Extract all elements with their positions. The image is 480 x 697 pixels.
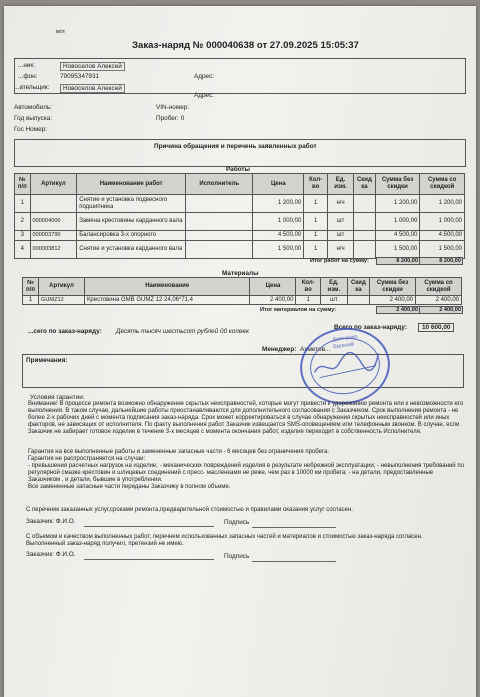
vin-label: VIN-номер: (156, 104, 190, 111)
table-row (15, 231, 465, 241)
cell-sum: 4 500,00 (375, 231, 420, 241)
manager-label: Менеджер: (262, 346, 297, 353)
cell-price: 4 500,00 (253, 231, 304, 241)
col-price: Цена (253, 174, 304, 195)
cell-unit: шт (320, 296, 347, 305)
customer2-name-line (84, 559, 214, 560)
car-label: Автомобиль: (14, 104, 52, 111)
warranty-p4: - превышения расчетных нагрузок на изделие; - механических повреждений изделия в результате небрежной эксплуатации; - невыполнения требований по регулярной смазке крестовин и шлицевых соединений с пресс- масленками не реже, чем раз в 10000 км пробега; - на детали, предоставленные Заказчиком , и детали, бывшие в употреблении. (28, 463, 464, 484)
reason-title: Причина обращения и перечень заявленных работ (154, 143, 317, 150)
works-table (14, 173, 465, 259)
col-executor: Исполнитель (186, 174, 253, 195)
grand-total-value: 10 600,00 (418, 323, 454, 332)
cell-sum-disc: 2 400,00 (416, 296, 462, 305)
table-row (15, 195, 465, 213)
col-discount: Скид ка (354, 174, 376, 195)
works-total-label: Итог работ на сумму: (310, 258, 369, 264)
col-name: Наименование (84, 278, 250, 296)
cell-name: Замена крестовины карданного вала (77, 213, 186, 231)
cell-sum: 1 000,00 (375, 213, 420, 231)
agreement1-text: С перечнем заказанных услуг,сроками ремонта,предварительной стоимостью и правилами оказания услуг согласен. (26, 507, 353, 513)
cell-unit: н/ч (328, 195, 354, 213)
sign1-line (252, 527, 336, 528)
customer2-label: Заказчик: Ф.И.О. (26, 551, 76, 558)
works-total-sum: 8 200,00 (376, 257, 420, 265)
cell-executor (186, 195, 253, 213)
cell-discount (354, 241, 376, 259)
sign2-line (252, 561, 336, 562)
payer-label: ...ательщик: (14, 84, 50, 91)
cell-qty: 1 (296, 296, 321, 305)
cell-discount (347, 296, 369, 305)
cell-executor (186, 241, 253, 259)
mileage-label: Пробег: 0 (156, 115, 185, 122)
phone-value: 79095347931 (60, 73, 100, 80)
col-unit: Ед. изм. (320, 278, 347, 296)
cell-executor (186, 231, 253, 241)
cell-article: 000003790 (30, 231, 77, 241)
cell-n: 1 (23, 296, 39, 305)
materials-total-label: Итог материалов на сумму: (260, 307, 337, 313)
cell-n: 2 (15, 213, 31, 231)
cell-article: GUMZ12 (39, 296, 85, 305)
cell-sum-disc: 4 500,00 (420, 231, 465, 241)
owner-value: Новоселов Алексей (60, 62, 125, 71)
cell-n: 3 (15, 231, 31, 241)
cell-unit: шт (328, 213, 354, 231)
cell-name: Крестовина GMB GUMZ 12 24,06*71,4 (84, 296, 250, 305)
materials-total-sum: 2 400,00 (376, 306, 420, 314)
col-article: Артикул (39, 278, 85, 296)
cell-sum: 2 400,00 (370, 296, 416, 305)
materials-total-sum-disc: 2 400,00 (419, 306, 463, 314)
cell-sum: 1 500,00 (375, 241, 420, 259)
cell-unit: н/ч (328, 241, 354, 259)
col-unit: Ед. изм. (328, 174, 354, 195)
stamp-text-2: Евгений (332, 341, 355, 351)
table-row (15, 213, 465, 231)
owner-label: ...ник: (18, 62, 35, 69)
works-total-sum-disc: 8 200,00 (419, 257, 463, 265)
cell-name: Балансировка 3-х опорного (77, 231, 186, 241)
materials-title: Материалы (222, 270, 259, 277)
col-discount: Скид ка (347, 278, 369, 296)
total-words-label: ...сего по заказ-наряду: (28, 328, 102, 335)
cell-qty: 1 (304, 231, 328, 241)
address2-label: Адрес: (194, 92, 215, 99)
customer1-label: Заказчик: Ф.И.О. (26, 518, 76, 525)
cell-unit: шт (328, 231, 354, 241)
col-article: Артикул (30, 174, 77, 195)
work-order-document (4, 6, 476, 697)
corner-mark: м/л (56, 29, 65, 35)
total-words-value: Десять тысяч шестьсот рублей 00 копеек (116, 328, 250, 335)
customer1-name-line (84, 526, 214, 527)
col-n: № п/п (15, 174, 31, 195)
notes-label: Примечания: (26, 357, 68, 364)
cell-article: 000003812 (30, 241, 77, 259)
col-sum: Сумма без скидки (370, 278, 416, 296)
warranty-p2: Гарантия на все выполненные работы и замененные запасные части - 6 месяцев без ограничения пробега. (28, 449, 330, 455)
table-row (23, 296, 462, 305)
materials-table (22, 277, 462, 305)
cell-executor (186, 213, 253, 231)
year-label: Год выпуска: (14, 115, 52, 122)
cell-sum-disc: 1 000,00 (420, 213, 465, 231)
warranty-p3: Гарантия не распространяется на случаи: (28, 456, 146, 462)
col-name: Наименование работ (77, 174, 186, 195)
cell-qty: 1 (304, 213, 328, 231)
plate-label: Гос Номер: (14, 126, 48, 133)
col-sum-disc: Сумма со скидкой (416, 278, 462, 296)
warranty-p1: Внимание! В процессе ремонта возможно обнаружение скрытых неисправностей, которые могут привести к удорожанию ремонта или к невозможности его выполнения. В таком случае, дальнейшие работы приостанавливаются для дополнительного согласования с Заказчиком. Срок выполнения ремонта - не более 2-х рабочих дней с момента подписания заказ-наряда. Срок может корректироваться в случае обнаружения скрытых неисправностей или иных факторов, не зависящих от исполнителя. По факту выполнения работ Заказчик извещается SMS-оповещением или телефонным звонком. В случае, если Заказчик не забирает готовое изделие в течение 3-х месяцев с момента окончания работ, изделие переходит в собственность Исполнителя. (28, 401, 464, 436)
cell-sum-disc: 1 200,00 (420, 195, 465, 213)
manager-value: Ахметов... (300, 346, 331, 353)
cell-price: 1 500,00 (253, 241, 304, 259)
cell-n: 4 (15, 241, 31, 259)
payer-value: Новоселов Алексей (60, 84, 125, 93)
cell-price: 1 000,00 (253, 213, 304, 231)
cell-name: Снятие и установка карданного вала (77, 241, 186, 259)
warranty-p5: Все замененные запасные части переданы Заказчику в полном объеме. (28, 484, 231, 490)
page-title: Заказ-наряд № 000040638 от 27.09.2025 15:05:37 (132, 40, 359, 51)
agreement2-text: С объемом и качеством выполненных работ, перечнем использованных запасных частей и материалов и стоимостью заказ-наряда согласен. Выполненный заказ-наряд получил, претензий не имею. (26, 534, 423, 548)
phone-label: ...фон: (18, 73, 38, 80)
sign1-label: Подпись (224, 519, 250, 526)
cell-price: 2 400,00 (250, 296, 296, 305)
col-price: Цена (250, 278, 296, 296)
cell-article: 000004000 (30, 213, 77, 231)
cell-n: 1 (15, 195, 31, 213)
cell-name: Снятие и установка подвесного подшипника (77, 195, 186, 213)
cell-discount (354, 213, 376, 231)
notes-box (22, 354, 464, 388)
stamp-text-1: Демченко (331, 333, 358, 344)
warranty-title: Условия гарантии: (30, 394, 85, 401)
cell-sum-disc: 1 500,00 (420, 241, 465, 259)
col-qty: Кол-во (296, 278, 321, 296)
cell-discount (354, 195, 376, 213)
table-row (15, 241, 465, 259)
col-sum: Сумма без скидки (375, 174, 420, 195)
col-qty: Кол-во (304, 174, 328, 195)
cell-qty: 1 (304, 241, 328, 259)
works-title: Работы (226, 166, 251, 173)
grand-total-label: Всего по заказ-наряду: (334, 324, 407, 331)
cell-price: 1 200,00 (253, 195, 304, 213)
cell-qty: 1 (304, 195, 328, 213)
cell-discount (354, 231, 376, 241)
col-n: № п/п (23, 278, 39, 296)
col-sum-disc: Сумма со скидкой (420, 174, 465, 195)
stamp (295, 322, 395, 410)
cell-article (30, 195, 77, 213)
address-label: Адрес: (194, 73, 215, 80)
cell-sum: 1 200,00 (375, 195, 420, 213)
sign2-label: Подпись (224, 553, 250, 560)
